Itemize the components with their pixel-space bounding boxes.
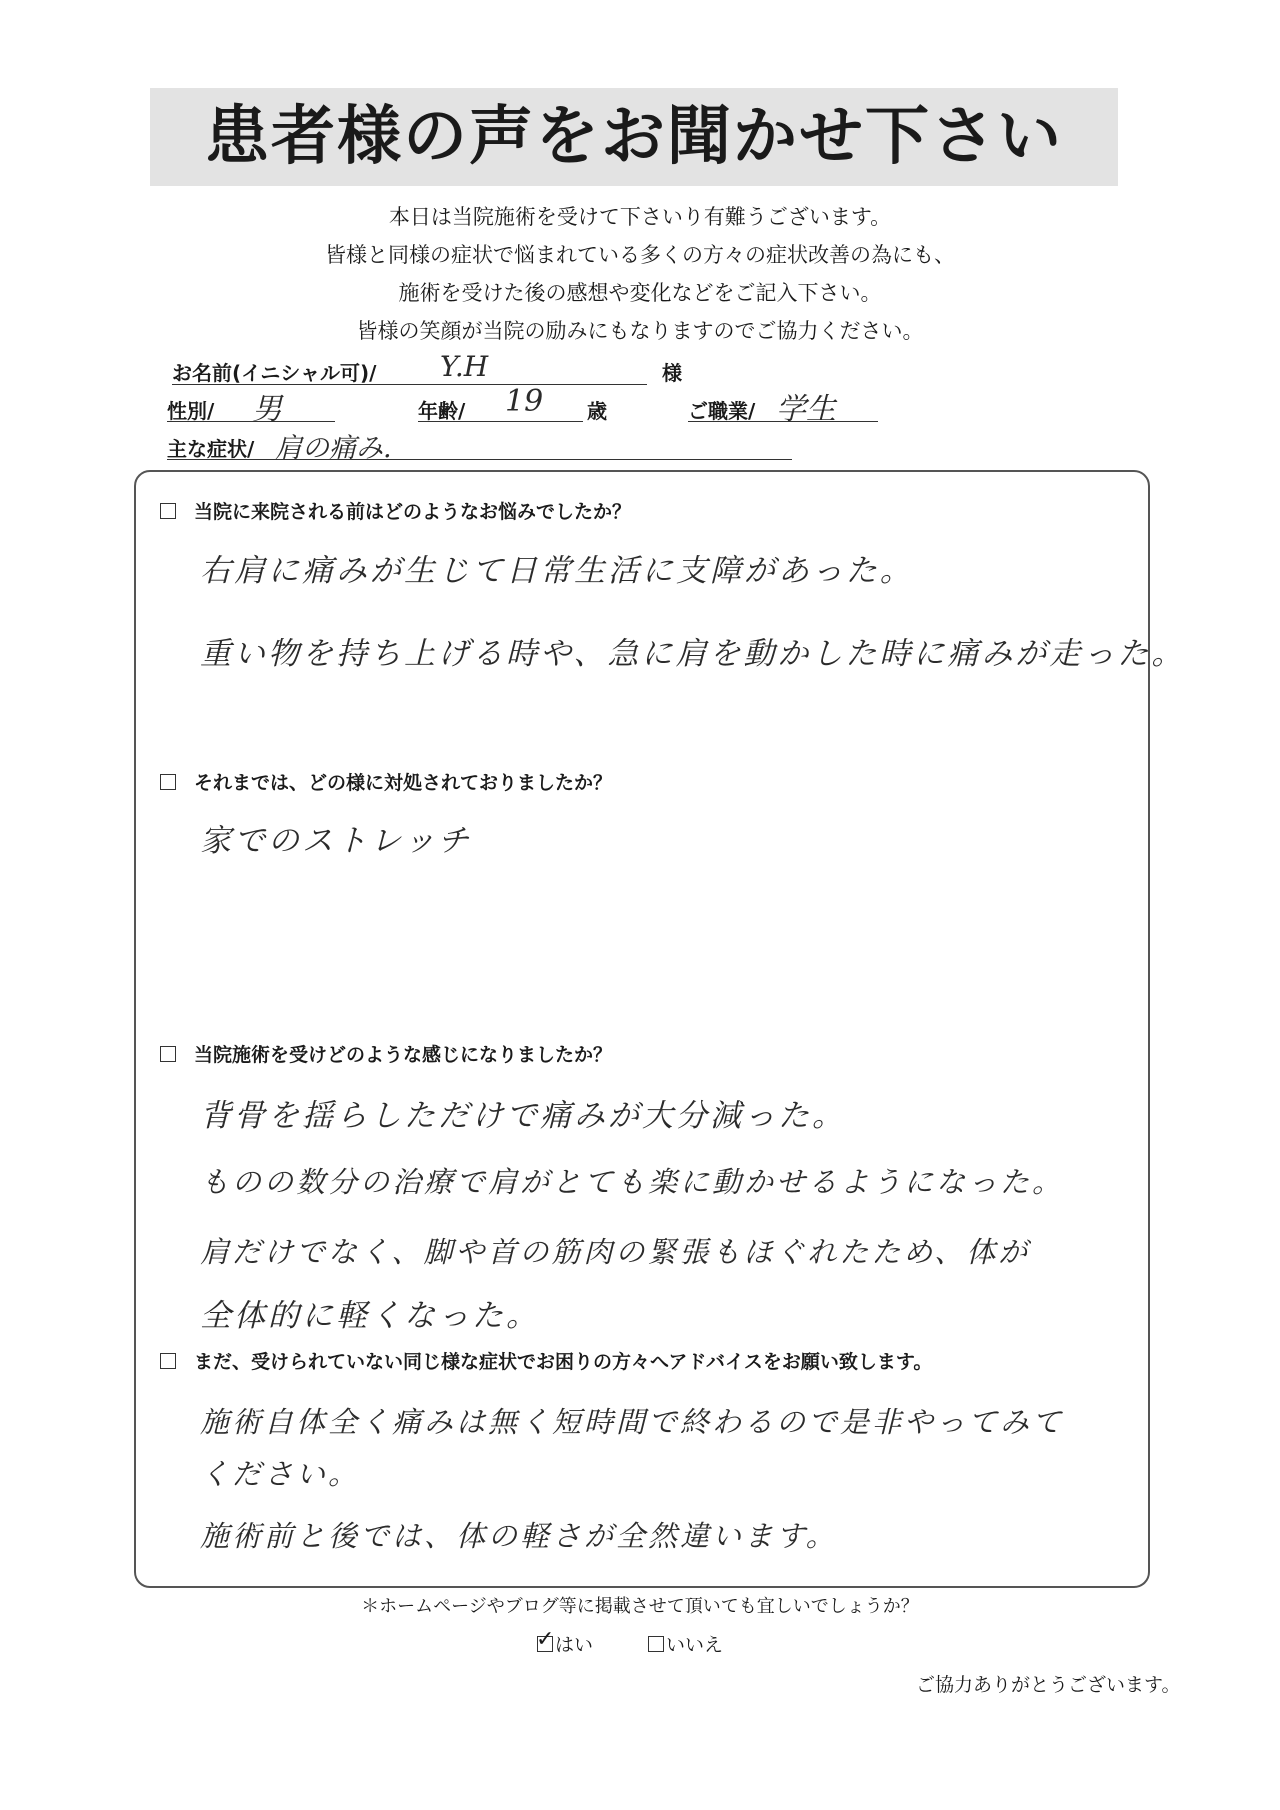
question-4-checkbox bbox=[160, 1353, 176, 1369]
permission-no-option[interactable] bbox=[648, 1630, 723, 1657]
symptom-underline bbox=[167, 459, 792, 460]
gender-underline bbox=[167, 421, 335, 422]
question-2-text: それまでは、どの様に対処されておりましたか？ bbox=[194, 772, 613, 794]
age-underline bbox=[418, 421, 583, 422]
permission-no-checkbox[interactable] bbox=[648, 1636, 664, 1652]
answer-3-line-1: 背骨を揺らしただけで痛みが大分減った。 bbox=[200, 1098, 846, 1134]
occupation-value: 学生 bbox=[776, 392, 836, 427]
page-title: 患者様の声をお聞かせ下さい bbox=[205, 100, 1063, 174]
thanks-message: ご協力ありがとうございます。 bbox=[916, 1674, 1181, 1696]
question-1 bbox=[160, 497, 631, 524]
symptom-value: 肩の痛み. bbox=[275, 433, 392, 464]
answer-3-line-2: ものの数分の治療で肩がとても楽に動かせるようになった。 bbox=[200, 1165, 1065, 1199]
intro-line-4: 皆様の笑顔が当院の励みにもなりますのでご協力ください。 bbox=[356, 319, 924, 343]
age-suffix: 歳 bbox=[587, 399, 607, 423]
answer-3-line-3: 肩だけでなく、脚や首の筋肉の緊張もほぐれたため、体が bbox=[200, 1235, 1031, 1269]
question-4-text: まだ、受けられていない同じ様な症状でお困りの方々へアドバイスをお願い致します。 bbox=[194, 1351, 933, 1373]
question-3-text: 当院施術を受けどのような感じになりましたか？ bbox=[194, 1044, 613, 1066]
intro-line-3: 施術を受けた後の感想や変化などをご記入下さい。 bbox=[398, 281, 882, 305]
gender-value: 男 bbox=[252, 392, 282, 427]
name-value: Y.H bbox=[440, 350, 489, 383]
occupation-label: ご職業/ bbox=[688, 399, 756, 423]
answer-3-line-4: 全体的に軽くなった。 bbox=[200, 1298, 540, 1334]
age-value: 19 bbox=[505, 384, 544, 419]
answer-4-line-3: 施術前と後では、体の軽さが全然違います。 bbox=[200, 1519, 838, 1553]
question-1-checkbox bbox=[160, 503, 176, 519]
answer-1-line-2: 重い物を持ち上げる時や、急に肩を動かした時に痛みが走った。 bbox=[200, 636, 1186, 672]
intro-line-1: 本日は当院施術を受けて下さいり有難うございます。 bbox=[388, 205, 892, 229]
question-1-text: 当院に来院される前はどのようなお悩みでしたか？ bbox=[194, 501, 632, 523]
permission-yes-option[interactable] bbox=[536, 1627, 594, 1657]
gender-label: 性別/ bbox=[167, 399, 215, 423]
question-2 bbox=[160, 768, 612, 795]
permission-yes-checkbox[interactable] bbox=[536, 1627, 555, 1652]
name-label: お名前(イニシャル可)/ bbox=[172, 361, 377, 385]
symptom-label: 主な症状/ bbox=[167, 437, 255, 461]
answer-4-line-1: 施術自体全く痛みは無く短時間で終わるので是非やってみて bbox=[200, 1405, 1065, 1439]
question-3-checkbox bbox=[160, 1046, 176, 1062]
permission-yes-label: はい bbox=[555, 1634, 594, 1656]
answer-1-line-1: 右肩に痛みが生じて日常生活に支障があった。 bbox=[200, 553, 914, 589]
question-3 bbox=[160, 1040, 612, 1067]
answer-2-line-1: 家でのストレッチ bbox=[200, 823, 472, 859]
permission-question: ＊ホームページやブログ等に掲載させて頂いても宜しいでしょうか？ bbox=[361, 1596, 919, 1617]
name-suffix: 様 bbox=[662, 361, 682, 385]
checkmark-icon: ✓ bbox=[536, 1627, 555, 1652]
intro-line-2: 皆様と同様の症状で悩まれている多くの方々の症状改善の為にも、 bbox=[325, 243, 955, 267]
age-label: 年齢/ bbox=[418, 399, 466, 423]
question-2-checkbox bbox=[160, 774, 176, 790]
answer-4-line-2: ください。 bbox=[200, 1457, 361, 1491]
question-4 bbox=[160, 1347, 932, 1374]
permission-no-label: いいえ bbox=[666, 1634, 724, 1656]
name-underline bbox=[172, 384, 647, 385]
